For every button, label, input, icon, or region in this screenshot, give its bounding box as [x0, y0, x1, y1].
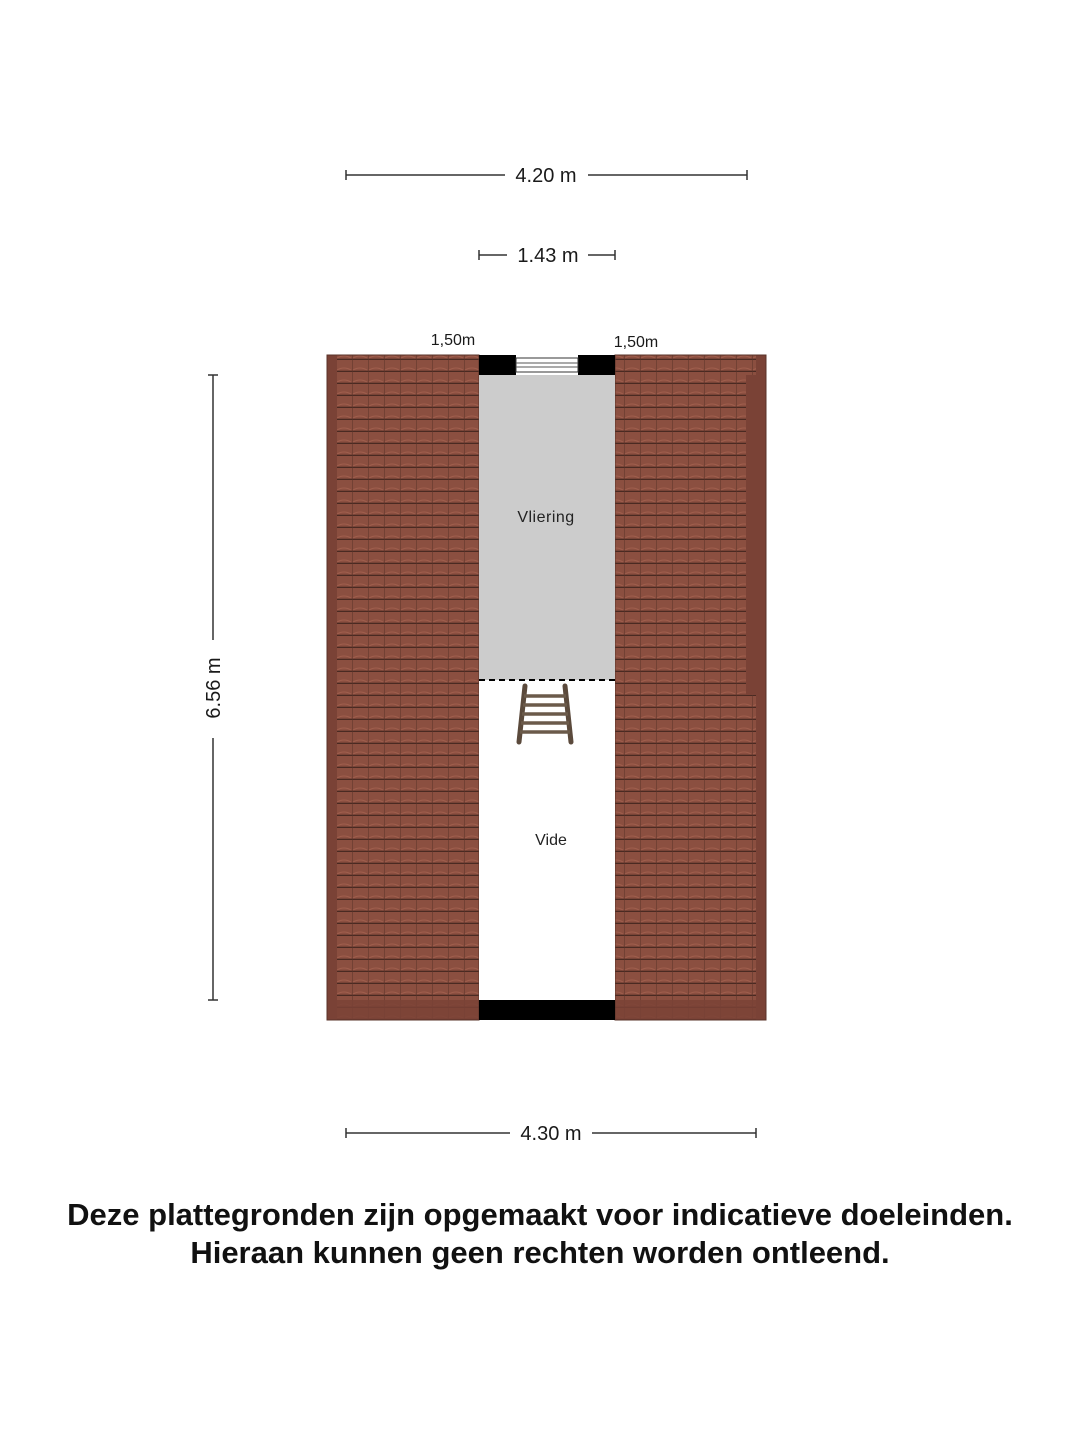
right-roof-height-label: 1,50m [613, 334, 659, 351]
left-roof-height-label: 1,50m [430, 332, 476, 349]
dormer-width-label: 1.43 m [517, 245, 579, 267]
bottom-wall [479, 1000, 615, 1020]
bottom-width-label: 4.30 m [520, 1123, 582, 1145]
ladder-icon [519, 686, 571, 742]
right-roof-section [615, 355, 766, 1020]
vide-label: Vide [535, 832, 567, 849]
vliering-area [479, 375, 615, 680]
height-label: 6.56 m [203, 657, 225, 719]
vliering-label: Vliering [517, 509, 575, 526]
disclaimer-line-2: Hieraan kunnen geen rechten worden ontleend. [190, 1235, 890, 1270]
bottom-width-dimension [346, 1123, 756, 1145]
dormer-width-dimension [479, 245, 615, 267]
top-width-label: 4.20 m [515, 165, 577, 187]
window [516, 358, 578, 372]
top-width-dimension [346, 165, 747, 187]
height-dimension [203, 375, 225, 1000]
left-roof-section [327, 355, 479, 1020]
disclaimer-line-1: Deze plattegronden zijn opgemaakt voor indicatieve doeleinden. [67, 1197, 1013, 1232]
